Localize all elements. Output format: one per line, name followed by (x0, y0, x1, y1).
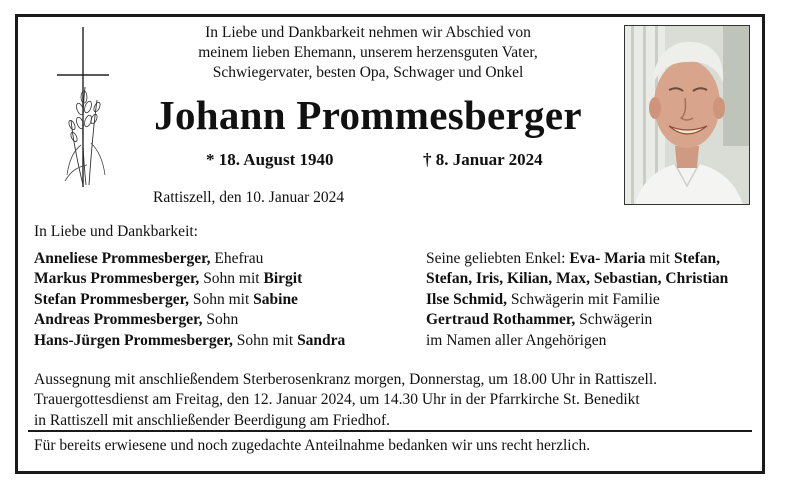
intro-text (128, 23, 608, 83)
list-item: Stefan Prommesberger, Sohn mit Sabine (34, 290, 298, 308)
list-item: Hans-Jürgen Prommesberger, Sohn mit Sandra (34, 331, 346, 349)
divider (28, 430, 752, 432)
family-intro: In Liebe und Dankbarkeit: (34, 223, 198, 240)
header (128, 23, 608, 137)
family-list-right (426, 249, 728, 351)
funeral-line: Trauergottesdienst am Freitag, den 12. Januar 2024, um 14.30 Uhr in der Pfarrkirche St. Benedikt (34, 391, 640, 409)
list-item: Seine geliebten Enkel: Eva- Maria mit Stefan, (426, 250, 721, 267)
intro-line: meinem lieben Ehemann, unserem herzensguten Vater, (198, 44, 538, 61)
thanks-text: Für bereits erwiesene und noch zugedachte Anteilnahme bedanken wir uns recht herzlich. (34, 437, 591, 454)
intro-line: In Liebe und Dankbarkeit nehmen wir Abschied von (205, 24, 531, 41)
portrait-photo (624, 25, 750, 205)
list-item: Gertraud Rothammer, Schwägerin (426, 311, 653, 329)
list-item: Andreas Prommesberger, Sohn (34, 311, 239, 329)
obituary-notice (15, 14, 765, 474)
list-item: im Namen aller Angehörigen (426, 331, 607, 349)
deceased-name: Johann Prommesberger (154, 92, 582, 138)
list-item: Ilse Schmid, Schwägerin mit Familie (426, 290, 660, 308)
intro-line: Schwiegervater, besten Opa, Schwager und Onkel (212, 64, 524, 81)
place-date: Rattiszell, den 10. Januar 2024 (153, 189, 345, 206)
funeral-line: in Rattiszell mit anschließender Beerdigung am Friedhof. (34, 411, 390, 429)
cross-with-wheat-icon (53, 25, 113, 190)
list-item: Stefan, Iris, Kilian, Max, Sebastian, Christian (426, 270, 729, 288)
funeral-line: Aussegnung mit anschließendem Sterberosenkranz morgen, Donnerstag, um 18.00 Uhr in Rattiszell. (34, 371, 658, 388)
list-item: Markus Prommesberger, Sohn mit Birgit (34, 270, 303, 288)
death-date: † 8. Januar 2024 (423, 150, 543, 169)
birth-date: * 18. August 1940 (206, 150, 334, 169)
funeral-details (34, 370, 754, 431)
list-item: Anneliese Prommesberger, Ehefrau (34, 250, 264, 267)
family-list-left (34, 249, 345, 351)
